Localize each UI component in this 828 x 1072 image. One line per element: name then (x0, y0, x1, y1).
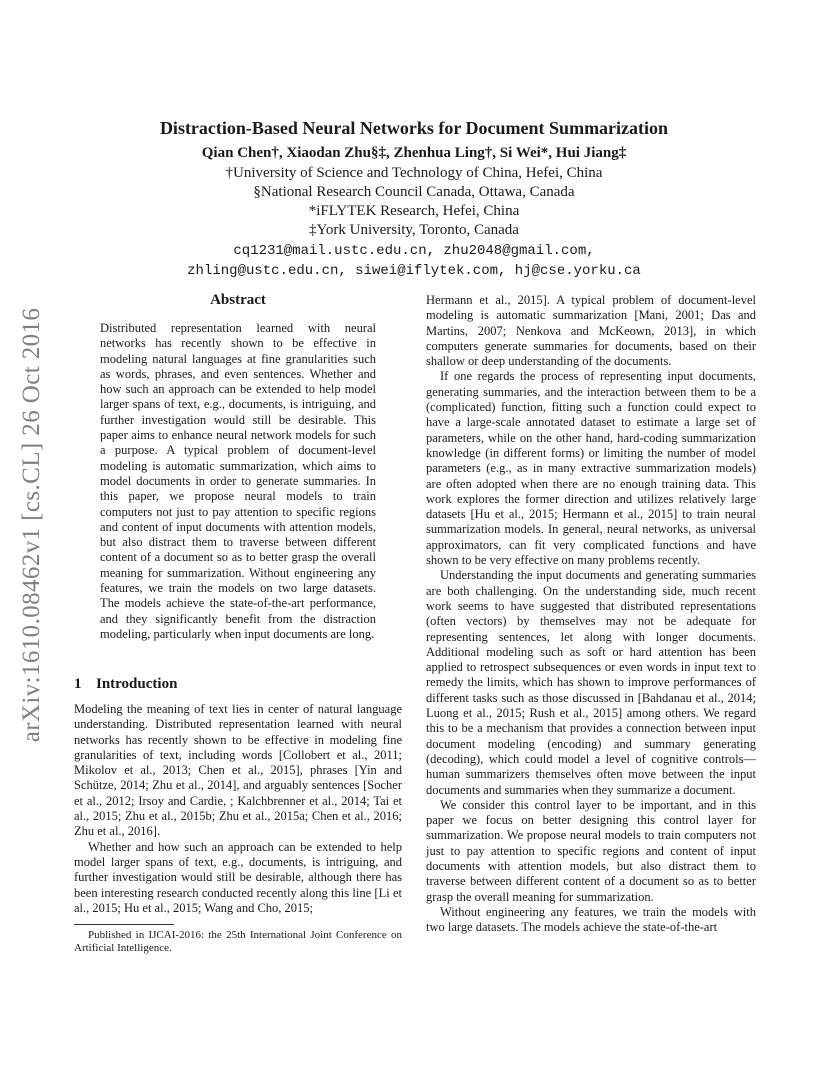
affiliation-nrc: §National Research Council Canada, Ottawa, Canada (253, 184, 575, 200)
footnote-text: Published in IJCAI-2016: the 25th International Joint Conference on Artificial Intelligence. (74, 929, 402, 954)
affiliation-ustc: †University of Science and Technology of China, Hefei, China (225, 165, 603, 181)
intro-paragraph: We consider this control layer to be important, and in this paper we focus on better designing this control layer for summarization. We propose neural models to train computers not just to pay attention to specific regions and content of input documents with attention models, but also distract them to traverse between different content of a document so as to better grasp the overall meaning for summarization. (426, 797, 756, 904)
intro-paragraph: Modeling the meaning of text lies in center of natural language understanding. Distributed representation learned with neural networks has recently shown to be effective in modeling fine granularities of text, including words [Collobert et al., 2011; Mikolov et al., 2013; Chen et al., 2015], phrases [Yin and Schütze, 2014; Zhu et al., 2014], and arguably sentences [Socher et al., 2012; Irsoy and Cardie, ; Kalchbrenner et al., 2014; Tai et al., 2015; Zhu et al., 2015b; Zhu et al., 2015a; Chen et al., 2016; Zhu et al., 2016]. (74, 702, 402, 839)
affiliation-iflytek: *iFLYTEK Research, Hefei, China (308, 203, 520, 219)
affiliation-york: ‡York University, Toronto, Canada (309, 222, 519, 238)
intro-paragraph: Without engineering any features, we train the models with two large datasets. The models achieve the state-of-the-art (426, 904, 756, 935)
paper-title: Distraction-Based Neural Networks for Document Summarization (159, 118, 669, 138)
section-title: Introduction (96, 676, 178, 692)
author-list: Qian Chen†, Xiaodan Zhu§‡, Zhenhua Ling†, Si Wei*, Hui Jiang‡ (201, 145, 627, 161)
footnote-divider (74, 924, 174, 925)
intro-paragraph: Hermann et al., 2015]. A typical problem of document-level modeling is automatic summarization [Mani, 2001; Das and Martins, 2007; Nenkova and McKeown, 2013], in which computers generate summaries for documents, based on their shallow or deep understanding of the documents. (426, 293, 756, 369)
left-column-body (74, 702, 402, 916)
intro-paragraph: If one regards the process of representing input documents, generating summaries, and the interaction between them to be a (complicated) function, fitting such a function could expect to have a large-scale annotated dataset to estimate a large set of parameters, while on the other hand, hard-coding summarization knowledge (in different forms) or limiting the number of model parameters (e.g., as in many extractive summarization models) are often adopted when there are no enough training data. This work explores the former direction and utilizes relatively large datasets [Hu et al., 2015; Hermann et al., 2015] to train neural summarization models. In general, neural networks, as universal approximators, can fit very complicated functions and have shown to be very effective on many problems recently. (426, 369, 756, 568)
arxiv-identifier: arXiv:1610.08462v1 [cs.CL] 26 Oct 2016 (18, 307, 45, 743)
abstract-heading: Abstract (210, 292, 266, 308)
right-column-body (426, 293, 756, 935)
section-number: 1 (74, 676, 82, 692)
abstract-text: Distributed representation learned with neural networks has recently shown to be effective in modeling natural languages at fine granularities such as words, phrases, and even sentences. Whether and how such an approach can be extended to help model larger spans of text, e.g., documents, is intriguing, and further investigation would still be desirable. This paper aims to enhance neural network models for such a purpose. A typical problem of document-level modeling is automatic summarization, which aims to model documents in order to generate summaries. In this paper, we propose neural models to train computers not just to pay attention to specific regions and content of input documents with attention models, but also distract them to traverse between different content of a document so as to better grasp the overall meaning for summarization. Without engineering any features, we train the models on two large datasets. The models achieve the state-of-the-art performance, and they significantly benefit from the distraction modeling, particularly when input documents are long. (100, 321, 376, 641)
section-heading-introduction (74, 676, 177, 693)
intro-paragraph: Understanding the input documents and generating summaries are both challenging. On the understanding side, much recent work seems to have suggested that distributed representations (often vectors) by themselves may not be adequate for representing sentences, let along with longer documents. Additional modeling such as soft or hard attention has been applied to retrospect subsequences or even words in input text to remedy the limits, which has shown to improve performances of different tasks such as those discussed in [Bahdanau et al., 2014; Luong et al., 2015; Rush et al., 2015] among others. We regard this to be a mechanism that provides a connection between input document modeling (encoding) and summary generating (decoding), which could model a level of cognitive controls—human summarizers themselves often move between the input documents and summaries when they summarize a document. (426, 568, 756, 797)
email-line-2: zhling@ustc.edu.cn, siwei@iflytek.com, hj@cse.yorku.ca (187, 263, 641, 279)
intro-paragraph: Whether and how such an approach can be extended to help model larger spans of text, e.g., documents, is intriguing, and further investigation would still be desirable, although there has been interesting research conducted recently along this line [Li et al., 2015; Hu et al., 2015; Wang and Cho, 2015; (74, 839, 402, 915)
email-line-1: cq1231@mail.ustc.edu.cn, zhu2048@gmail.com, (233, 243, 595, 259)
